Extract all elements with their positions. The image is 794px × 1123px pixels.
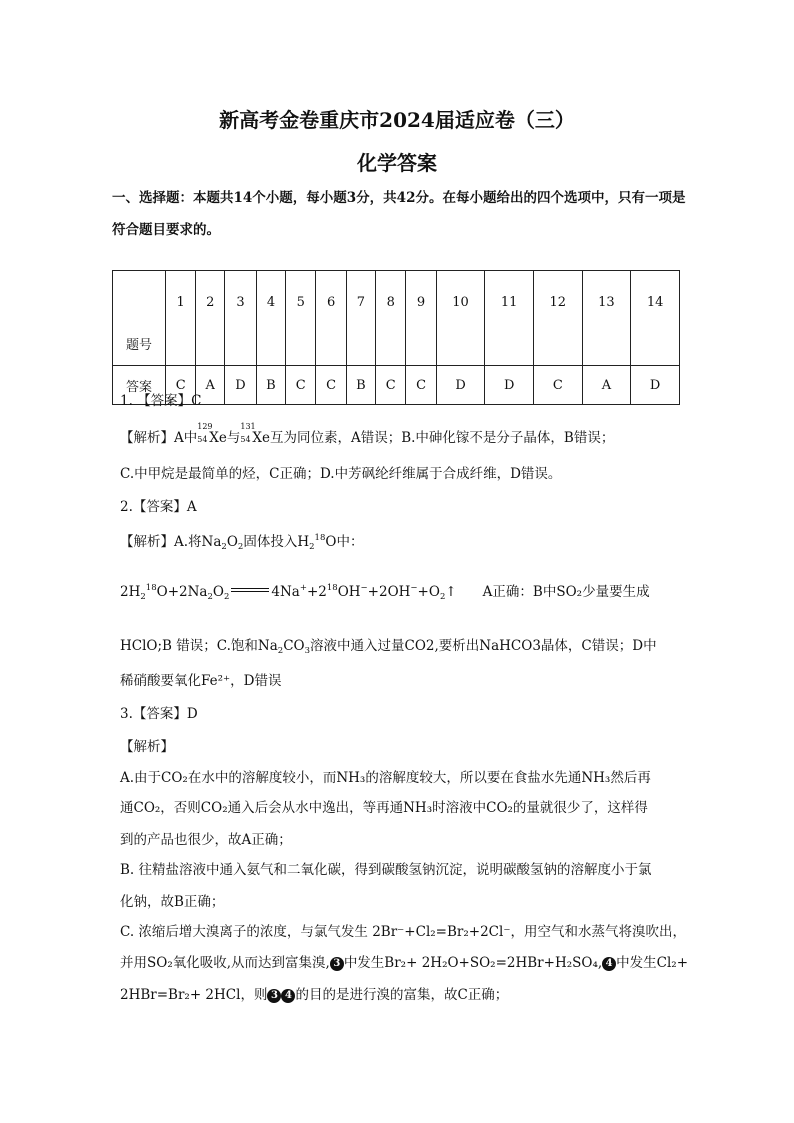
text: 并用SO₂氧化吸收,从而达到富集溴,: [120, 955, 330, 971]
table-cell: 13: [582, 271, 631, 366]
table-cell: 8: [376, 271, 406, 366]
table-cell: C: [316, 366, 346, 405]
table-cell: 4: [256, 271, 285, 366]
q3-line: C. 浓缩后增大溴离子的浓度，与氯气发生 2Br⁻+Cl₂=Br₂+2Cl⁻，用空气和水蒸气将溴吹出，: [120, 924, 686, 940]
text: 【解析】A.将: [120, 534, 202, 550]
table-cell: B: [256, 366, 285, 405]
q3-line: 通CO₂，否则CO₂通入后会从水中逸出，等再通NH₃时溶液中CO₂的量就很少了，这样得: [120, 800, 648, 816]
table-cell: 11: [485, 271, 534, 366]
text: 的目的是进行溴的富集，故C正确；: [295, 987, 509, 1003]
text: 中发生Br₂+ 2H₂O+SO₂=2HBr+H₂SO₄,: [343, 955, 603, 971]
subscript: 2: [223, 592, 230, 602]
table-cell: D: [485, 366, 534, 405]
atomic-number: 54: [197, 435, 208, 444]
superscript: 18: [326, 583, 338, 593]
text: H: [297, 534, 310, 550]
q3-line: A.由于CO₂在水中的溶解度较小，而NH₃的溶解度较大，所以要在食盐水先通NH₃然后再: [120, 770, 651, 786]
table-cell: D: [631, 366, 680, 405]
text: Na: [201, 534, 222, 550]
mass-number: 131: [240, 422, 256, 431]
table-cell: A: [582, 366, 631, 405]
text: O+2Na: [156, 584, 208, 600]
table-cell: D: [225, 366, 257, 405]
isotope: [240, 422, 256, 444]
text: 溶液中通入过量CO2,要析出NaHCO3晶体，C错误；D中: [310, 638, 657, 654]
text: 互为同位素，A错误；B.中砷化镓不是分子晶体，B错误；: [269, 430, 615, 446]
circled-number: 4: [602, 957, 616, 971]
text: 4Na: [271, 584, 300, 600]
table-cell: 7: [346, 271, 375, 366]
text: +2OH: [367, 584, 411, 600]
subscript: 2: [309, 542, 315, 552]
q2-equation-line: [120, 580, 650, 602]
section-heading: 一、选择题：本题共14个小题，每小题3分，共42分。在每小题给出的四个选项中，只有一项是符合题目要求的。: [112, 190, 686, 238]
q1-analysis-line-1: [120, 422, 615, 446]
subscript: 2: [439, 592, 446, 602]
text: 固体投入: [243, 534, 298, 550]
table-cell: 10: [436, 271, 485, 366]
symbol: Xe: [252, 430, 270, 446]
text: +O: [417, 584, 440, 600]
subscript: 2: [277, 646, 284, 656]
text: 与: [226, 430, 241, 446]
q1-analysis-line-2: C.中甲烷是最简单的烃，C正确；D.中芳砜纶纤维属于合成纤维，D错误。: [120, 466, 562, 482]
q3-line: [120, 951, 688, 971]
table-cell: C: [376, 366, 406, 405]
q3-line: 化钠，故B正确；: [120, 894, 225, 910]
table-cell: 1: [166, 271, 196, 366]
q3-analysis-label: 【解析】: [120, 739, 174, 755]
subscript: 2: [140, 592, 146, 602]
text: 中发生Cl₂+: [616, 955, 689, 971]
superscript: −: [410, 583, 418, 593]
text: 2H: [120, 584, 141, 600]
text: 2HBr=Br₂+ 2HCl，则: [120, 987, 268, 1003]
text: O: [226, 534, 238, 550]
table-cell: 2: [196, 271, 225, 366]
row-label-answer: 答案: [113, 366, 166, 405]
q3-line: 到的产品也很少，故A正确；: [120, 832, 292, 848]
subscript: 2: [207, 592, 213, 602]
circled-number: 3: [330, 957, 344, 971]
table-cell: 14: [631, 271, 680, 366]
document-subtitle: 化学答案: [357, 151, 437, 175]
text: +2: [306, 584, 327, 600]
q2-analysis-line-1: [120, 530, 363, 552]
table-cell: C: [533, 366, 582, 405]
table-cell: 9: [406, 271, 436, 366]
mass-number: 129: [197, 422, 213, 431]
document-title: 新高考金卷重庆市2024届适应卷（三）: [219, 108, 575, 132]
table-cell: C: [286, 366, 316, 405]
answer-table: [112, 270, 680, 405]
table-cell: B: [346, 366, 375, 405]
up-arrow-icon: ↑: [445, 584, 457, 600]
isotope: [197, 422, 213, 444]
text: OH: [337, 584, 361, 600]
table-cell: 6: [316, 271, 346, 366]
table-cell: 12: [533, 271, 582, 366]
text: 【解析】A中: [120, 430, 198, 446]
superscript: 18: [314, 533, 326, 543]
table-cell: C: [406, 366, 436, 405]
subscript: 2: [221, 542, 227, 552]
circled-number: 4: [281, 989, 295, 1003]
text: CO: [283, 638, 305, 654]
table-cell: C: [166, 366, 196, 405]
q2-answer-heading: 2.【答案】A: [120, 499, 197, 515]
symbol: Xe: [209, 430, 227, 446]
row-label-number: 题号: [113, 271, 166, 366]
q3-line: [120, 983, 508, 1003]
atomic-number: 54: [240, 435, 251, 444]
q2-analysis-line-3: [120, 634, 657, 656]
q2-analysis-line-4: 稀硝酸要氧化Fe²⁺，D错误: [120, 673, 282, 689]
q3-line: B. 往精盐溶液中通入氨气和二氧化碳，得到碳酸氢钠沉淀，说明碳酸氢钠的溶解度小于氯: [120, 862, 652, 878]
subscript: 2: [237, 542, 244, 552]
table-cell: D: [436, 366, 485, 405]
number-row: [113, 271, 680, 366]
text: A正确：B中SO₂少量要生成: [482, 584, 650, 600]
table-cell: 5: [286, 271, 316, 366]
circled-number: 3: [267, 989, 281, 1003]
q3-answer-heading: 3.【答案】D: [120, 706, 198, 722]
table-cell: A: [196, 366, 225, 405]
table-cell: 3: [225, 271, 257, 366]
equals-sign: [231, 588, 269, 592]
subscript: 3: [304, 646, 311, 656]
superscript: −: [360, 583, 368, 593]
text: O: [212, 584, 224, 600]
text: Na: [257, 638, 278, 654]
text: O中：: [325, 534, 364, 550]
superscript: 18: [145, 583, 157, 593]
text: HClO;B 错误；C.饱和: [120, 638, 258, 654]
superscript: +: [299, 583, 307, 593]
q1-answer-heading: 1. 【答案】C: [120, 393, 202, 409]
